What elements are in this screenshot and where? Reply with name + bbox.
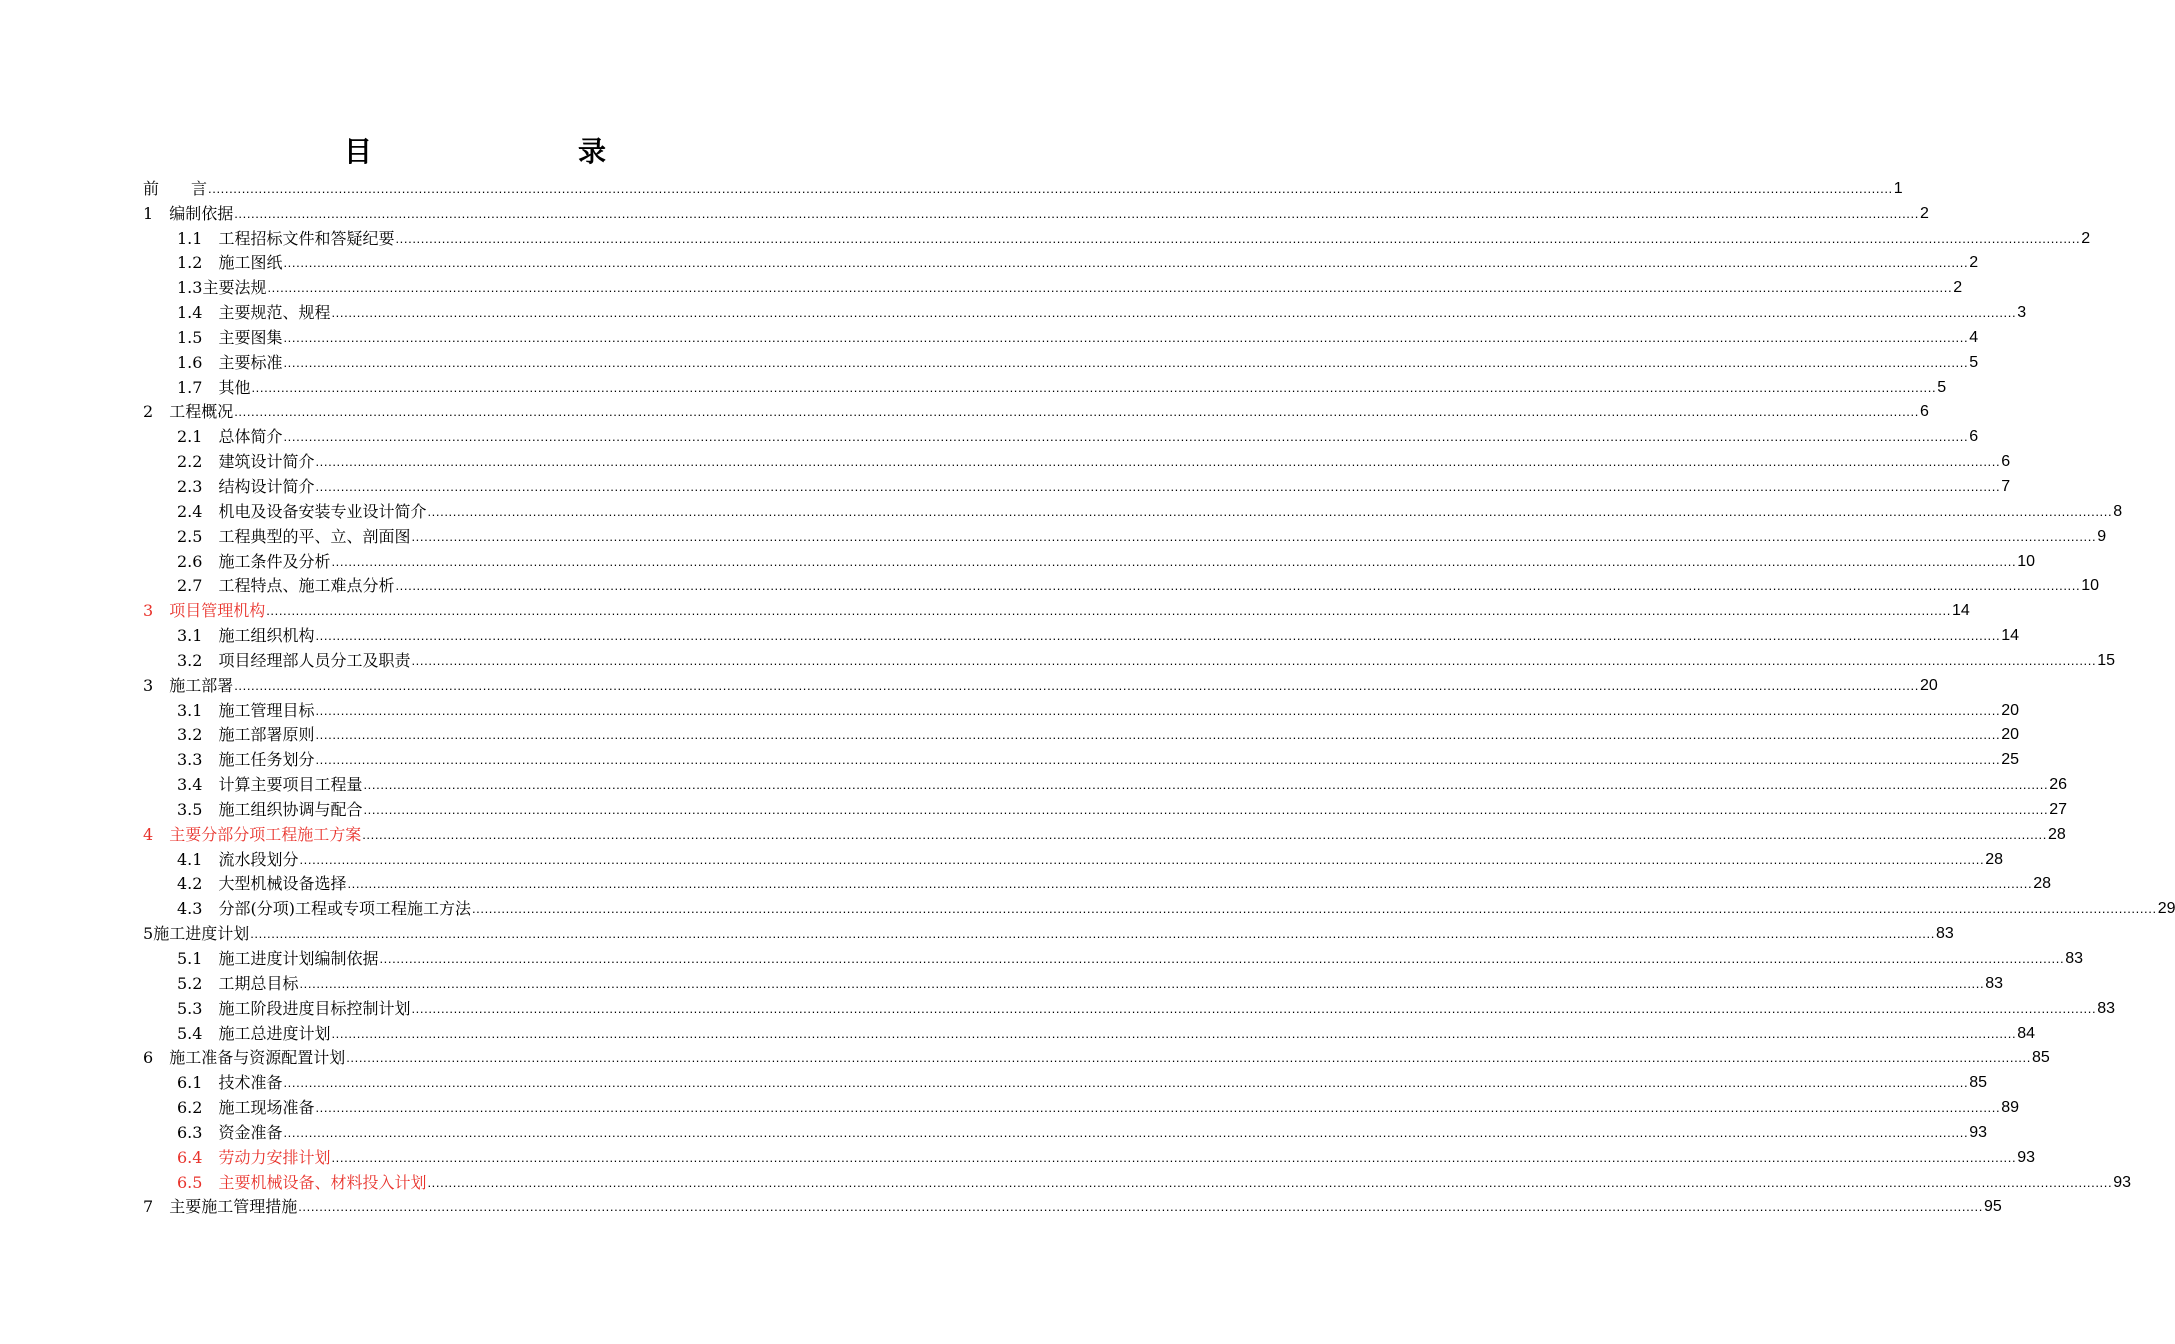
toc-entry-number: 6.3	[177, 1122, 219, 1142]
toc-entry[interactable]	[143, 894, 2175, 919]
toc-leader-dots: ................................................................................................................................................................................................................................................................................................................................................................................................................	[395, 230, 2081, 246]
toc-entry-page: 2	[1969, 254, 1979, 272]
toc-entry[interactable]	[143, 1068, 1987, 1093]
toc-entry-label: 施工组织机构	[218, 626, 315, 646]
toc-entry-page: 93	[2113, 1173, 2131, 1191]
toc-entry-page: 95	[1983, 1198, 2002, 1216]
toc-leader-dots: ................................................................................................................................................................................................................................................................................................................................................................................................................	[283, 429, 1969, 445]
toc-entry-number: 3.2	[177, 650, 219, 670]
toc-entry-page: 2	[1919, 204, 1929, 222]
toc-leader-dots: ................................................................................................................................................................................................................................................................................................................................................................................................................	[315, 752, 2001, 768]
toc-entry-label: 主要法规	[202, 278, 267, 298]
toc-leader-dots: ................................................................................................................................................................................................................................................................................................................................................................................................................	[331, 1025, 2017, 1041]
toc-entry[interactable]	[143, 1019, 2035, 1044]
toc-entry[interactable]	[143, 174, 1903, 199]
toc-entry[interactable]	[143, 522, 2107, 547]
toc-entry-page: 20	[2001, 726, 2019, 744]
toc-entry-number: 7	[143, 1197, 170, 1217]
toc-entry-page: 26	[2049, 776, 2067, 794]
toc-leader-dots: ................................................................................................................................................................................................................................................................................................................................................................................................................	[427, 503, 2113, 519]
toc-entry-label: 工程招标文件和答疑纪要	[218, 228, 395, 248]
toc-entry-number: 2.5	[177, 526, 219, 546]
toc-entry[interactable]	[143, 447, 2011, 472]
toc-leader-dots: ................................................................................................................................................................................................................................................................................................................................................................................................................	[250, 926, 1935, 942]
toc-entry-label: 劳动力安排计划	[218, 1147, 331, 1167]
toc-entry-page: 7	[2001, 477, 2011, 495]
toc-entry[interactable]	[143, 745, 2019, 770]
toc-entry-label: 施工部署	[169, 675, 234, 695]
toc-entry-page: 83	[2065, 950, 2083, 967]
toc-entry-page: 1	[1893, 179, 1903, 197]
toc-entry[interactable]	[143, 547, 2035, 572]
toc-entry-number: 3	[143, 601, 170, 621]
toc-entry-number: 3.3	[177, 750, 219, 770]
toc-entry-label: 施工任务划分	[218, 750, 315, 770]
toc-entry-page: 9	[2097, 527, 2107, 545]
toc-entry-page: 29	[2157, 900, 2175, 918]
toc-entry-number: 2.6	[177, 551, 219, 571]
toc-entry-page: 93	[2017, 1148, 2035, 1166]
toc-leader-dots: ................................................................................................................................................................................................................................................................................................................................................................................................................	[299, 851, 1985, 867]
toc-entry[interactable]	[143, 1044, 2050, 1069]
toc-leader-dots: ................................................................................................................................................................................................................................................................................................................................................................................................................	[411, 652, 2097, 668]
toc-leader-dots: ................................................................................................................................................................................................................................................................................................................................................................................................................	[299, 975, 1985, 991]
toc-entry-page: 28	[2033, 875, 2051, 893]
toc-entry-number: 2.3	[177, 476, 219, 496]
toc-entry-number: 3.5	[177, 799, 219, 819]
toc-entry[interactable]	[143, 795, 2067, 820]
toc-entry[interactable]	[143, 199, 1929, 224]
toc-entry[interactable]	[143, 1143, 2035, 1168]
toc-entry-label: 编制依据	[169, 203, 234, 223]
table-of-contents	[143, 174, 2175, 1217]
toc-entry-label: 项目管理机构	[169, 601, 266, 621]
toc-entry-number: 1.3	[177, 278, 203, 298]
toc-entry-number: 1.6	[177, 352, 219, 372]
toc-entry-page: 20	[2001, 701, 2019, 719]
toc-entry-page: 2	[2081, 229, 2091, 247]
toc-entry[interactable]	[143, 770, 2067, 795]
toc-entry[interactable]	[143, 596, 1970, 621]
toc-entry-page: 83	[2097, 999, 2115, 1017]
toc-entry-number: 3.4	[177, 775, 219, 795]
toc-entry-number: 4	[143, 824, 170, 844]
toc-leader-dots: ................................................................................................................................................................................................................................................................................................................................................................................................................	[267, 280, 1953, 296]
toc-entry-label: 施工进度计划编制依据	[218, 949, 379, 968]
toc-leader-dots: ................................................................................................................................................................................................................................................................................................................................................................................................................	[395, 578, 2081, 594]
toc-entry[interactable]	[143, 721, 2019, 746]
toc-entry-label: 主要分部分项工程施工方案	[169, 824, 362, 844]
toc-entry-page: 6	[1919, 403, 1929, 421]
toc-entry-page: 10	[2017, 552, 2035, 570]
toc-entry[interactable]	[143, 845, 2003, 870]
toc-leader-dots: ................................................................................................................................................................................................................................................................................................................................................................................................................	[471, 901, 2157, 917]
toc-entry[interactable]	[143, 348, 1979, 373]
toc-entry-label: 大型机械设备选择	[218, 874, 347, 894]
toc-entry[interactable]	[143, 870, 2051, 895]
toc-entry-page: 4	[1969, 328, 1979, 346]
toc-entry-number: 4.1	[177, 849, 219, 869]
toc-entry-number: 3.2	[177, 725, 219, 745]
toc-entry-label: 项目经理部人员分工及职责	[218, 650, 411, 670]
toc-leader-dots: ................................................................................................................................................................................................................................................................................................................................................................................................................	[347, 876, 2033, 892]
toc-entry-page: 10	[2081, 577, 2099, 595]
toc-entry-number: 3	[143, 675, 170, 695]
toc-entry-number: 1.4	[177, 303, 219, 323]
toc-entry-label: 机电及设备安装专业设计简介	[218, 501, 427, 521]
toc-leader-dots: ................................................................................................................................................................................................................................................................................................................................................................................................................	[315, 628, 2001, 644]
toc-entry-number: 1.5	[177, 327, 219, 347]
toc-entry-page: 93	[1969, 1123, 1987, 1141]
toc-entry-label: 施工管理目标	[218, 700, 315, 720]
toc-entry-label: 施工部署原则	[218, 725, 315, 745]
toc-entry[interactable]	[143, 323, 1979, 348]
toc-leader-dots: ................................................................................................................................................................................................................................................................................................................................................................................................................	[379, 951, 2065, 966]
toc-entry-label: 施工总进度计划	[218, 1023, 331, 1043]
toc-entry-number: 6.2	[177, 1098, 219, 1118]
toc-entry-number: 3.1	[177, 626, 219, 646]
toc-entry-number: 2.2	[177, 452, 219, 472]
toc-leader-dots: ................................................................................................................................................................................................................................................................................................................................................................................................................	[251, 379, 1937, 395]
toc-entry[interactable]	[143, 572, 2099, 597]
toc-entry-page: 5	[1969, 353, 1979, 371]
toc-entry-page: 8	[2113, 502, 2123, 520]
toc-entry[interactable]	[143, 1093, 2019, 1118]
toc-entry-label: 资金准备	[218, 1122, 283, 1142]
toc-entry-label: 施工条件及分析	[218, 551, 331, 571]
toc-entry-page: 28	[2047, 825, 2066, 843]
toc-entry-label: 总体简介	[218, 427, 283, 447]
toc-entry-label: 施工准备与资源配置计划	[169, 1048, 346, 1068]
toc-entry[interactable]	[143, 1168, 2131, 1193]
toc-entry-label: 施工进度计划	[153, 924, 250, 944]
toc-entry-number: 1.7	[177, 377, 219, 397]
toc-entry-number: 6.4	[177, 1147, 219, 1167]
toc-entry-page: 15	[2097, 651, 2115, 669]
toc-leader-dots: ................................................................................................................................................................................................................................................................................................................................................................................................................	[283, 329, 1969, 345]
toc-entry-page: 3	[2017, 304, 2027, 322]
toc-leader-dots: ................................................................................................................................................................................................................................................................................................................................................................................................................	[315, 702, 2001, 718]
toc-title: 目 录	[343, 135, 656, 168]
toc-leader-dots: ................................................................................................................................................................................................................................................................................................................................................................................................................	[346, 1050, 2031, 1066]
toc-entry-label: 工程特点、施工难点分析	[218, 576, 395, 596]
toc-entry[interactable]	[143, 671, 1938, 696]
toc-entry[interactable]	[143, 994, 2115, 1019]
toc-leader-dots: ................................................................................................................................................................................................................................................................................................................................................................................................................	[315, 1100, 2001, 1116]
toc-entry-number: 3.1	[177, 700, 219, 720]
toc-leader-dots: ................................................................................................................................................................................................................................................................................................................................................................................................................	[234, 404, 1919, 420]
toc-entry-number: 5.2	[177, 973, 219, 993]
toc-entry[interactable]	[143, 497, 2123, 522]
toc-leader-dots: ................................................................................................................................................................................................................................................................................................................................................................................................................	[315, 478, 2001, 494]
toc-entry[interactable]	[143, 646, 2115, 671]
toc-entry-page: 83	[1935, 925, 1954, 943]
toc-entry-number: 4.3	[177, 899, 219, 919]
toc-entry-number: 5.3	[177, 998, 219, 1018]
toc-leader-dots: ................................................................................................................................................................................................................................................................................................................................................................................................................	[411, 1000, 2097, 1016]
toc-entry-label: 其他	[218, 377, 251, 397]
toc-leader-dots: ................................................................................................................................................................................................................................................................................................................................................................................................................	[283, 255, 1969, 271]
toc-entry-page: 28	[1985, 850, 2003, 868]
toc-entry-label: 工程典型的平、立、剖面图	[218, 526, 411, 546]
toc-entry[interactable]	[143, 373, 1947, 398]
toc-entry-page: 20	[1919, 676, 1938, 694]
toc-entry-number: 1	[143, 203, 170, 223]
toc-entry-number: 1.2	[177, 253, 219, 273]
toc-entry[interactable]	[143, 224, 2091, 249]
toc-entry-label: 主要施工管理措施	[169, 1197, 298, 1217]
toc-entry[interactable]	[143, 1193, 2002, 1218]
toc-entry-label: 施工组织协调与配合	[218, 799, 363, 819]
toc-entry[interactable]	[143, 472, 2011, 497]
toc-entry-number: 2.7	[177, 576, 219, 596]
toc-leader-dots: ................................................................................................................................................................................................................................................................................................................................................................................................................	[315, 727, 2001, 743]
toc-entry-page: 89	[2001, 1099, 2019, 1117]
toc-leader-dots: ................................................................................................................................................................................................................................................................................................................................................................................................................	[331, 1149, 2017, 1165]
toc-entry-label: 工程概况	[169, 402, 234, 422]
toc-entry[interactable]	[143, 249, 1979, 274]
toc-leader-dots: ................................................................................................................................................................................................................................................................................................................................................................................................................	[283, 1124, 1969, 1140]
toc-entry-number: 2.4	[177, 501, 219, 521]
toc-entry-page: 2	[1953, 279, 1963, 297]
toc-entry[interactable]	[143, 398, 1929, 423]
toc-leader-dots: ................................................................................................................................................................................................................................................................................................................................................................................................................	[283, 1075, 1969, 1091]
toc-entry-page: 85	[1969, 1074, 1987, 1092]
toc-leader-dots: ................................................................................................................................................................................................................................................................................................................................................................................................................	[363, 801, 2049, 817]
toc-entry-label: 流水段划分	[218, 849, 299, 869]
toc-entry-number: 6	[143, 1048, 170, 1068]
toc-entry-label: 主要标准	[218, 352, 283, 372]
toc-entry-label: 技术准备	[218, 1073, 283, 1093]
toc-entry[interactable]	[143, 820, 2066, 845]
toc-entry-page: 14	[2001, 627, 2019, 645]
toc-entry-label: 建筑设计简介	[218, 452, 315, 472]
toc-leader-dots: ................................................................................................................................................................................................................................................................................................................................................................................................................	[234, 677, 1919, 693]
toc-leader-dots: ................................................................................................................................................................................................................................................................................................................................................................................................................	[411, 528, 2097, 544]
toc-entry-page: 6	[1969, 428, 1979, 446]
toc-leader-dots: ................................................................................................................................................................................................................................................................................................................................................................................................................	[331, 553, 2017, 569]
toc-entry-number: 1.1	[177, 228, 219, 248]
toc-leader-dots: ................................................................................................................................................................................................................................................................................................................................................................................................................	[362, 826, 2047, 842]
toc-leader-dots: ................................................................................................................................................................................................................................................................................................................................................................................................................	[266, 603, 1951, 619]
toc-entry-number: 5.4	[177, 1023, 219, 1043]
toc-entry-label: 施工阶段进度目标控制计划	[218, 998, 411, 1018]
toc-leader-dots: ................................................................................................................................................................................................................................................................................................................................................................................................................	[331, 305, 2017, 321]
toc-entry-number: 2	[143, 402, 170, 422]
toc-entry-number: 2.1	[177, 427, 219, 447]
toc-entry-label: 主要机械设备、材料投入计划	[218, 1172, 427, 1192]
toc-entry-page: 5	[1937, 378, 1947, 396]
toc-entry-page: 6	[2001, 453, 2011, 471]
toc-entry-number: 4.2	[177, 874, 219, 894]
toc-leader-dots: ................................................................................................................................................................................................................................................................................................................................................................................................................	[283, 354, 1969, 370]
toc-entry-number: 5	[143, 924, 154, 944]
toc-entry-page: 27	[2049, 800, 2067, 818]
toc-entry[interactable]	[143, 273, 1963, 298]
toc-entry-page: 25	[2001, 751, 2019, 769]
toc-entry-label: 施工图纸	[218, 253, 283, 273]
toc-leader-dots: ................................................................................................................................................................................................................................................................................................................................................................................................................	[427, 1174, 2113, 1190]
toc-entry-page: 14	[1951, 602, 1970, 620]
toc-entry-label: 主要图集	[218, 327, 283, 347]
toc-entry[interactable]	[143, 919, 1954, 944]
toc-entry-label: 工期总目标	[218, 973, 299, 993]
toc-entry-label: 分部(分项)工程或专项工程施工方法	[218, 899, 471, 919]
toc-entry[interactable]	[143, 621, 2019, 646]
toc-entry[interactable]	[143, 969, 2003, 994]
toc-leader-dots: ................................................................................................................................................................................................................................................................................................................................................................................................................	[208, 180, 1893, 196]
toc-entry-page: 83	[1985, 974, 2003, 992]
toc-leader-dots: ................................................................................................................................................................................................................................................................................................................................................................................................................	[315, 454, 2001, 470]
toc-entry-page: 85	[2031, 1049, 2050, 1067]
toc-leader-dots: ................................................................................................................................................................................................................................................................................................................................................................................................................	[363, 777, 2049, 793]
toc-entry[interactable]	[143, 1118, 1987, 1143]
toc-leader-dots: ................................................................................................................................................................................................................................................................................................................................................................................................................	[234, 205, 1919, 221]
toc-entry-label: 前 言	[143, 178, 208, 198]
toc-entry[interactable]	[143, 298, 2027, 323]
toc-entry-label: 施工现场准备	[218, 1098, 315, 1118]
toc-entry-page: 84	[2017, 1024, 2035, 1042]
toc-entry-number: 6.5	[177, 1172, 219, 1192]
toc-leader-dots: ................................................................................................................................................................................................................................................................................................................................................................................................................	[298, 1199, 1983, 1215]
toc-entry-label: 计算主要项目工程量	[218, 775, 363, 795]
toc-entry[interactable]	[143, 422, 1979, 447]
toc-entry-number: 6.1	[177, 1073, 219, 1093]
toc-entry[interactable]	[143, 696, 2019, 721]
toc-entry-number: 5.1	[177, 949, 219, 968]
toc-entry-label: 结构设计简介	[218, 476, 315, 496]
toc-entry[interactable]	[143, 944, 2083, 969]
toc-entry-label: 主要规范、规程	[218, 303, 331, 323]
